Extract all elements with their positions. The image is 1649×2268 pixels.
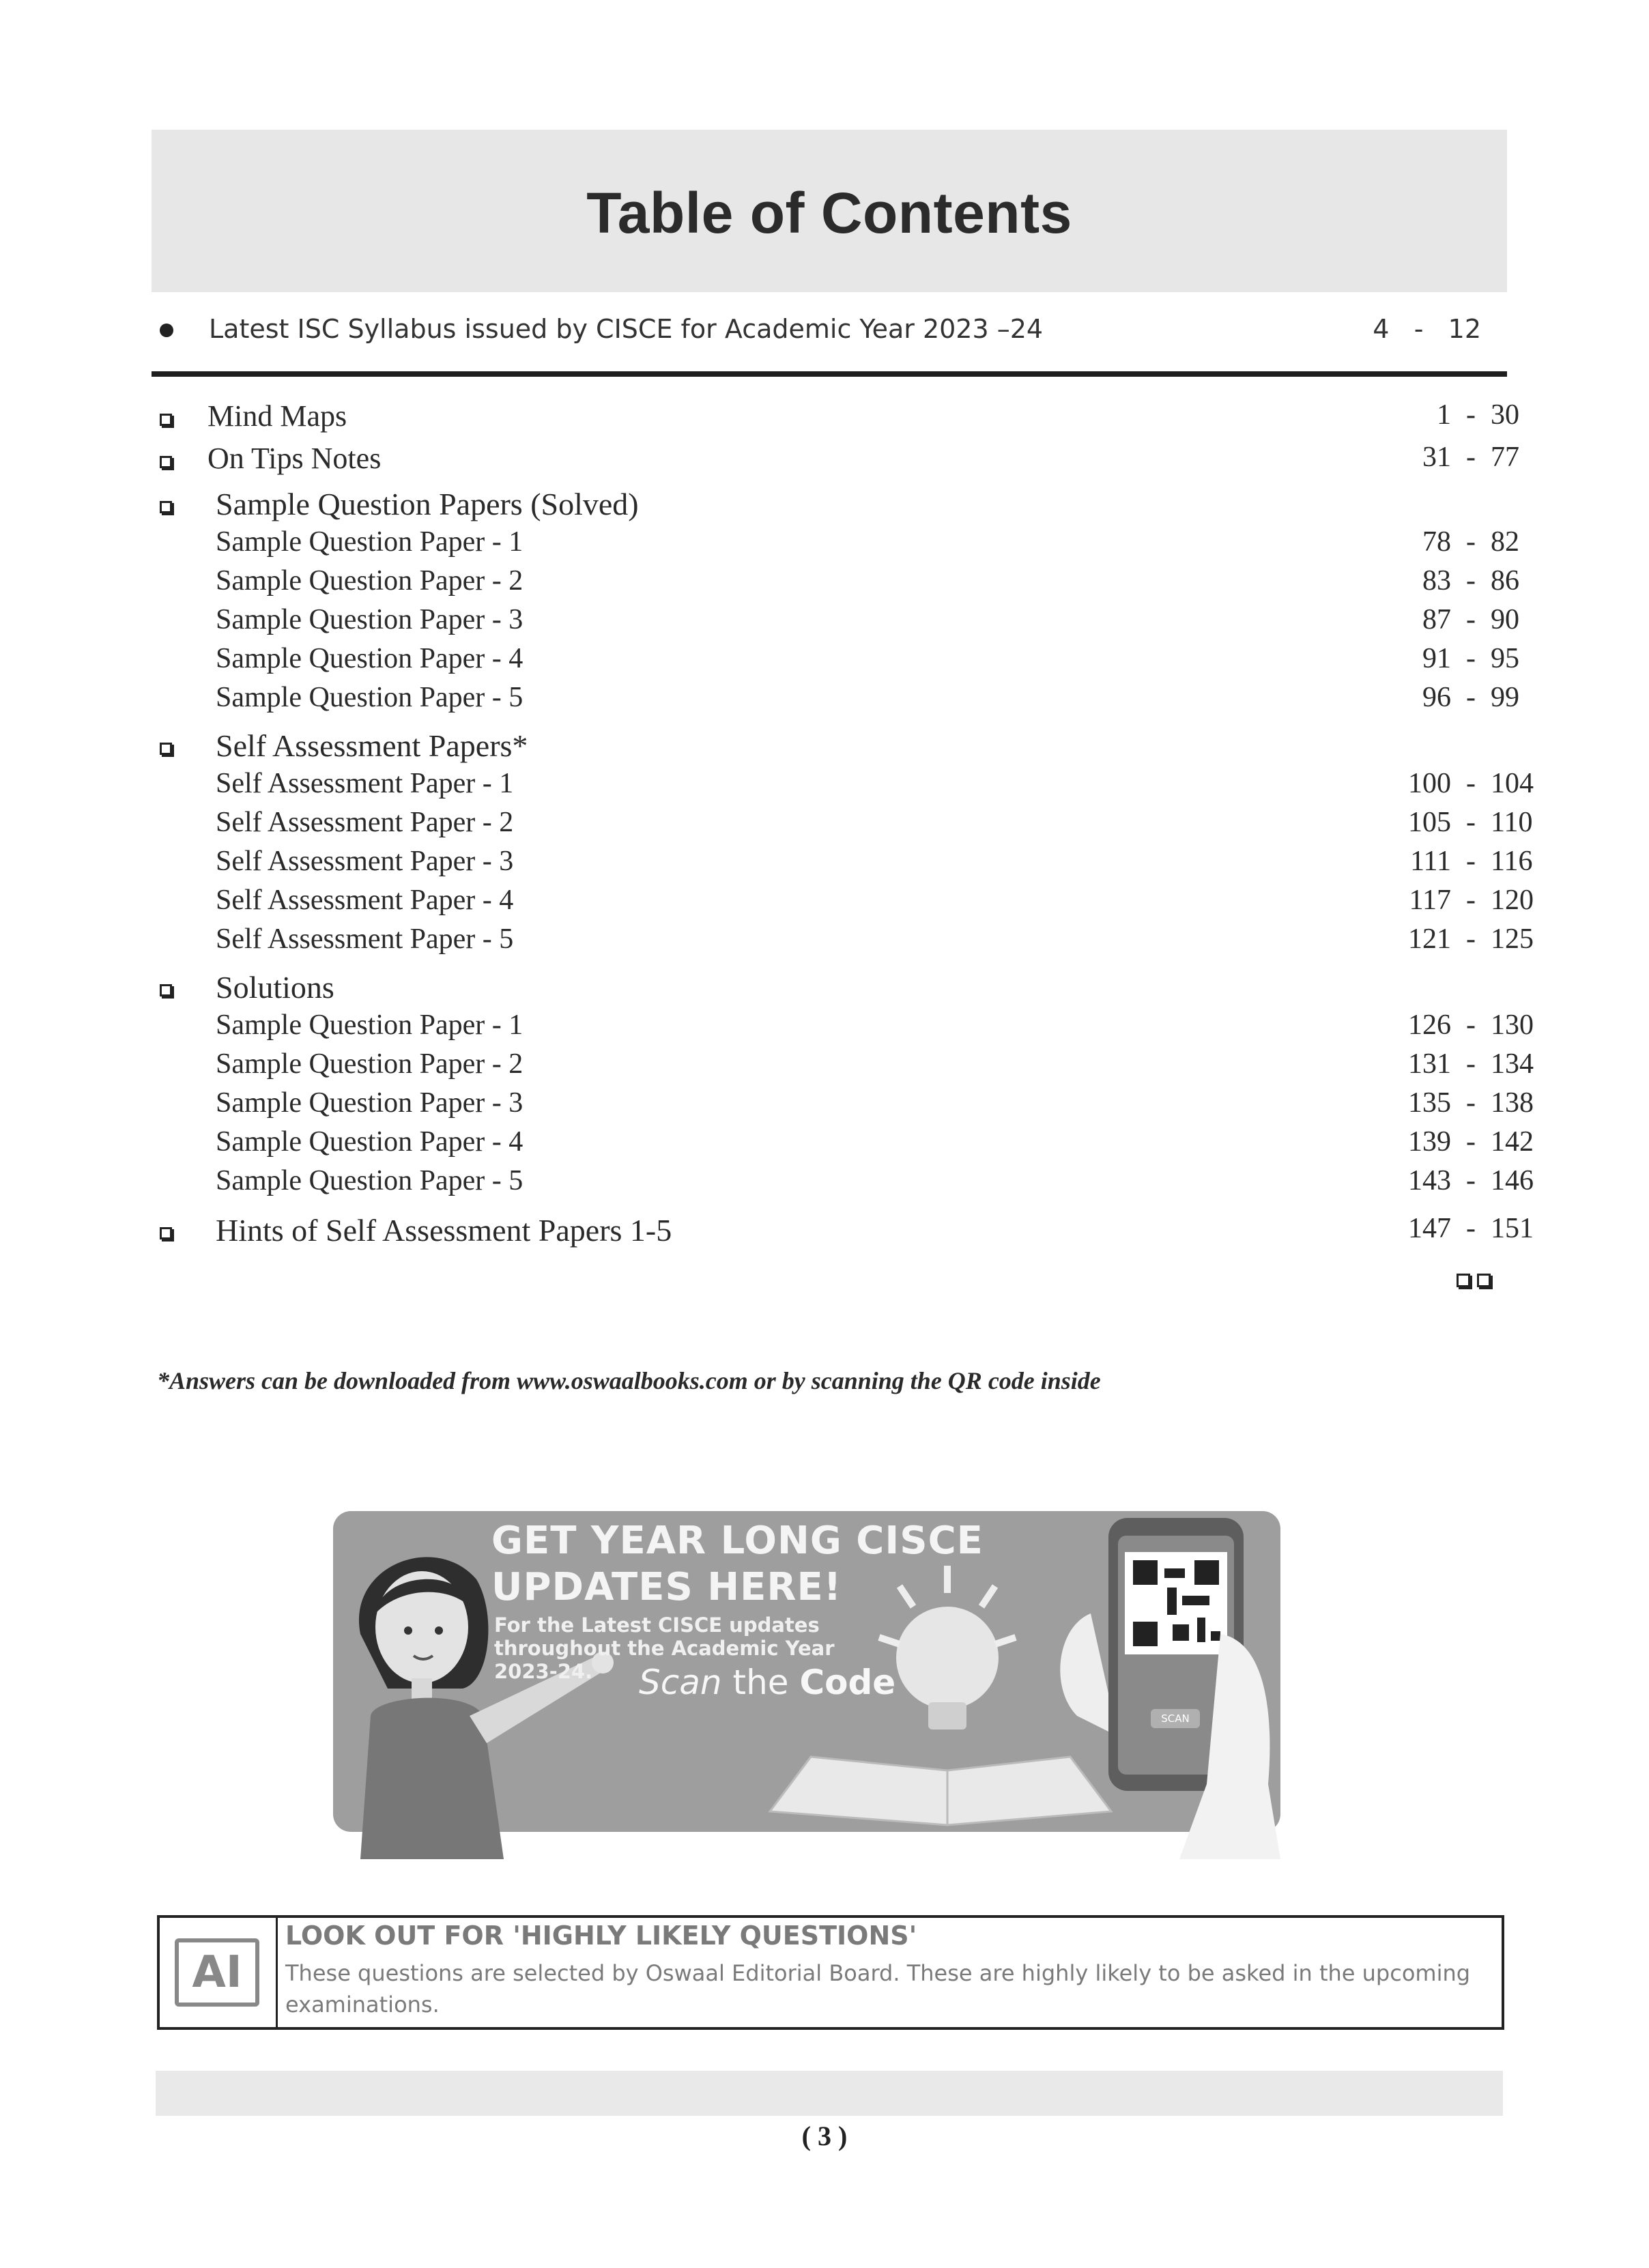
ai-box-text: These questions are selected by Oswaal Editorial Board. These are highly likely to be asked in the upcoming examinations. [285, 1960, 1471, 2018]
toc-entry-label: Sample Question Paper - 4 [216, 643, 524, 674]
toc-section-label: Self Assessment Papers* [216, 728, 528, 763]
toc-entry-label: Sample Question Paper - 3 [216, 604, 524, 635]
toc-entry-label: Sample Question Paper - 1 [216, 526, 524, 558]
open-book-icon [770, 1757, 1111, 1825]
toc-entry-hints [152, 1212, 1534, 1250]
toc-entry-label: Self Assessment Paper - 2 [216, 807, 514, 838]
toc-entry-pages: 31 - 77 [1422, 442, 1519, 473]
toc-entry [152, 1048, 1534, 1086]
toc-entry-pages: 78 - 82 [1422, 526, 1519, 558]
box-divider [276, 1918, 278, 2027]
toc-entry [152, 884, 1534, 922]
toc-entry-pages: 131 - 134 [1408, 1048, 1534, 1080]
toc-entry-on-tips-notes [152, 441, 1519, 479]
toc-entry-pages: 1 - 30 [1437, 399, 1519, 431]
toc-entry-label: Self Assessment Paper - 1 [216, 768, 514, 799]
toc-entry-label: Sample Question Paper - 1 [216, 1009, 524, 1041]
toc-entry [152, 1164, 1534, 1203]
toc-entry-pages: 96 - 99 [1422, 682, 1519, 713]
toc-entry [152, 681, 1519, 719]
checkbox-bullet-icon [160, 501, 172, 513]
scan-the-code-label: Scan the Code [639, 1663, 896, 1702]
ai-book-icon: AI [175, 1938, 259, 2007]
toc-entry [152, 526, 1519, 564]
toc-entry-pages: 87 - 90 [1422, 604, 1519, 635]
toc-entry-label: Self Assessment Paper - 3 [216, 846, 514, 877]
toc-section-self-assessment [152, 728, 1507, 766]
end-box-icon [1477, 1274, 1491, 1287]
toc-entry-pages: 83 - 86 [1422, 565, 1519, 597]
syllabus-pages: 4 - 12 [1373, 314, 1481, 344]
toc-entry-label: Mind Maps [207, 399, 347, 433]
toc-entry-pages: 147 - 151 [1408, 1213, 1534, 1244]
toc-entry [152, 1087, 1534, 1125]
toc-entry-pages: 105 - 110 [1408, 807, 1533, 838]
toc-entry-pages: 91 - 95 [1422, 643, 1519, 674]
toc-entry-label: Sample Question Paper - 5 [216, 1165, 524, 1196]
toc-entry-pages: 121 - 125 [1408, 923, 1534, 955]
toc-section-label: Solutions [216, 970, 334, 1005]
cisce-updates-banner[interactable] [333, 1511, 1280, 1859]
page-title: Table of Contents [586, 181, 1072, 245]
toc-entry [152, 564, 1519, 603]
toc-entry-label: On Tips Notes [207, 442, 382, 475]
title-band [152, 130, 1507, 292]
page-number: ( 3 ) [801, 2121, 848, 2151]
toc-entry-pages: 139 - 142 [1408, 1126, 1534, 1158]
toc-entry-label: Sample Question Paper - 3 [216, 1087, 524, 1119]
footer-band [156, 2071, 1503, 2116]
toc-entry-pages: 100 - 104 [1408, 768, 1534, 799]
syllabus-entry [157, 311, 1502, 352]
toc-section-solutions [152, 969, 1507, 1007]
toc-entry-label: Sample Question Paper - 2 [216, 565, 524, 597]
toc-entry-pages: 135 - 138 [1408, 1087, 1534, 1119]
toc-entry-label: Sample Question Paper - 5 [216, 682, 524, 713]
phone-scan-button: SCAN [1161, 1712, 1190, 1725]
toc-entry-pages: 117 - 120 [1409, 885, 1534, 916]
toc-entry-label: Self Assessment Paper - 5 [216, 923, 514, 955]
toc-section-sample-papers [152, 486, 1507, 524]
toc-entry-label: Sample Question Paper - 4 [216, 1126, 524, 1158]
toc-entry [152, 845, 1533, 883]
end-marks [1457, 1274, 1497, 1291]
checkbox-bullet-icon [160, 456, 172, 468]
toc-entry [152, 1125, 1534, 1164]
toc-section-label: Sample Question Papers (Solved) [216, 487, 639, 521]
toc-entry-label: Sample Question Paper - 2 [216, 1048, 524, 1080]
end-box-icon [1457, 1274, 1470, 1287]
toc-entry [152, 603, 1519, 642]
checkbox-bullet-icon [160, 1227, 172, 1239]
toc-entry [152, 642, 1519, 680]
ai-box-heading: LOOK OUT FOR 'HIGHLY LIKELY QUESTIONS' [285, 1921, 917, 1951]
toc-entry [152, 1009, 1534, 1047]
toc-entry-label: Hints of Self Assessment Papers 1-5 [216, 1213, 672, 1248]
toc-entry-pages: 126 - 130 [1408, 1009, 1534, 1041]
checkbox-bullet-icon [160, 414, 172, 426]
toc-entry [152, 767, 1534, 805]
highly-likely-questions-box [157, 1915, 1504, 2030]
checkbox-bullet-icon [160, 984, 172, 996]
toc-entry-mind-maps [152, 399, 1519, 437]
bullet-icon [160, 324, 173, 337]
banner-heading: GET YEAR LONG CISCE UPDATES HERE! [491, 1519, 984, 1609]
toc-entry [152, 806, 1533, 844]
checkbox-bullet-icon [160, 743, 172, 755]
syllabus-text: Latest ISC Syllabus issued by CISCE for Academic Year 2023 –24 [209, 314, 1044, 344]
section-divider [152, 371, 1507, 377]
toc-entry-label: Self Assessment Paper - 4 [216, 885, 514, 916]
toc-entry-pages: 111 - 116 [1410, 846, 1533, 877]
toc-entry-pages: 143 - 146 [1408, 1165, 1534, 1196]
banner-subtext: For the Latest CISCE updates throughout the Academic Year 2023-24. [494, 1613, 835, 1683]
footnote: *Answers can be downloaded from www.oswaalbooks.com or by scanning the QR code inside [157, 1367, 1101, 1394]
toc-entry [152, 923, 1534, 961]
